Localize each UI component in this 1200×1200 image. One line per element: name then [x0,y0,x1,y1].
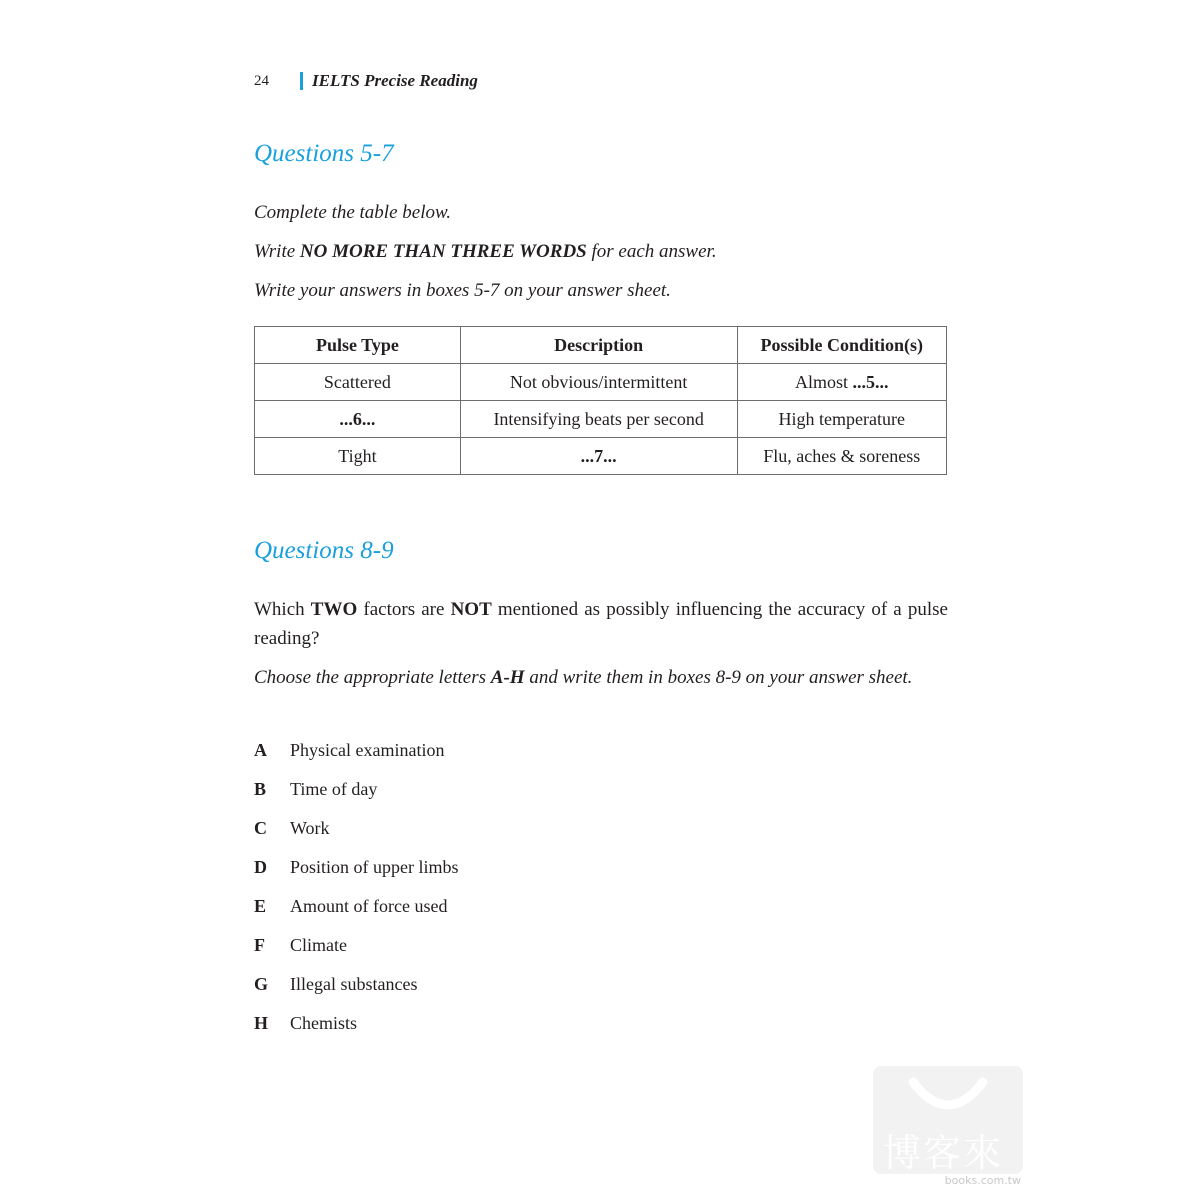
prompt-text: Which [254,599,311,620]
option-text: Physical examination [290,740,445,760]
page-number: 24 [254,72,269,89]
list-item [254,926,459,965]
question-8-9-instruction [254,663,948,692]
questions-8-9-heading: Questions 8-9 [254,537,394,564]
instruction-word-limit [254,237,954,266]
option-letter: D [254,857,267,877]
table-row [255,364,947,401]
option-text: Illegal substances [290,974,418,994]
watermark-text: 博客來 [883,1131,1004,1175]
option-text: Position of upper limbs [290,857,459,877]
table-header-cell: Possible Condition(s) [737,327,947,364]
header-divider [300,72,303,90]
instruction-complete-table: Complete the table below. [254,202,451,223]
answer-gap-5: ...5... [852,371,889,392]
cell-text: Almost [794,371,853,392]
running-head [254,70,478,92]
instruction-text: for each answer. [586,241,717,262]
table-cell [737,364,947,401]
smile-icon [873,1066,1023,1126]
questions-5-7-heading: Questions 5-7 [254,140,394,167]
list-item [254,965,459,1004]
table-cell: Intensifying beats per second [460,401,737,438]
option-letter: B [254,779,267,799]
option-letter: E [254,896,267,916]
table-row [255,401,947,438]
instruction-text: and write them in boxes 8-9 on your answer sheet. [524,667,913,688]
list-item [254,848,459,887]
instruction-emphasis: NO MORE THAN THREE WORDS [299,241,587,262]
list-item [254,1004,459,1043]
list-item [254,809,459,848]
answer-gap-6: ...6... [255,401,461,438]
list-item [254,887,459,926]
table-header-row [255,327,947,364]
option-letter: G [254,974,269,994]
option-letter: F [254,935,265,955]
option-text: Climate [290,935,347,955]
watermark-box [873,1066,1023,1174]
option-letter: A [254,740,267,760]
table-cell: High temperature [737,401,947,438]
list-item [254,731,459,770]
table-header-cell: Pulse Type [255,327,461,364]
option-letter: H [254,1013,269,1033]
instruction-answer-boxes: Write your answers in boxes 5-7 on your answer sheet. [254,280,671,301]
option-text: Time of day [290,779,378,799]
question-8-9-prompt [254,595,948,653]
table-cell: Not obvious/intermittent [460,364,737,401]
answer-gap-7: ...7... [460,438,737,475]
book-title: IELTS Precise Reading [312,71,478,90]
prompt-text: mentioned as possibly influencing the accuracy of a pulse reading? [254,599,948,649]
option-text: Chemists [290,1013,358,1033]
table-cell: Tight [255,438,461,475]
answer-options-list [254,731,459,1043]
table-cell: Flu, aches & soreness [737,438,947,475]
table-header-cell: Description [460,327,737,364]
instruction-text: Choose the appropriate letters [254,667,491,688]
option-letter: C [254,818,267,838]
option-text: Amount of force used [290,896,448,916]
list-item [254,770,459,809]
instruction-emphasis: A-H [490,667,525,688]
prompt-emphasis: TWO [310,599,358,620]
instruction-text: Write [254,241,300,262]
prompt-emphasis: NOT [450,599,492,620]
prompt-text: factors are [357,599,451,620]
table-cell: Scattered [255,364,461,401]
option-text: Work [290,818,330,838]
pulse-table [254,326,947,475]
table-row [255,438,947,475]
watermark-logo [873,1066,1023,1186]
watermark-url: books.com.tw [944,1174,1021,1187]
